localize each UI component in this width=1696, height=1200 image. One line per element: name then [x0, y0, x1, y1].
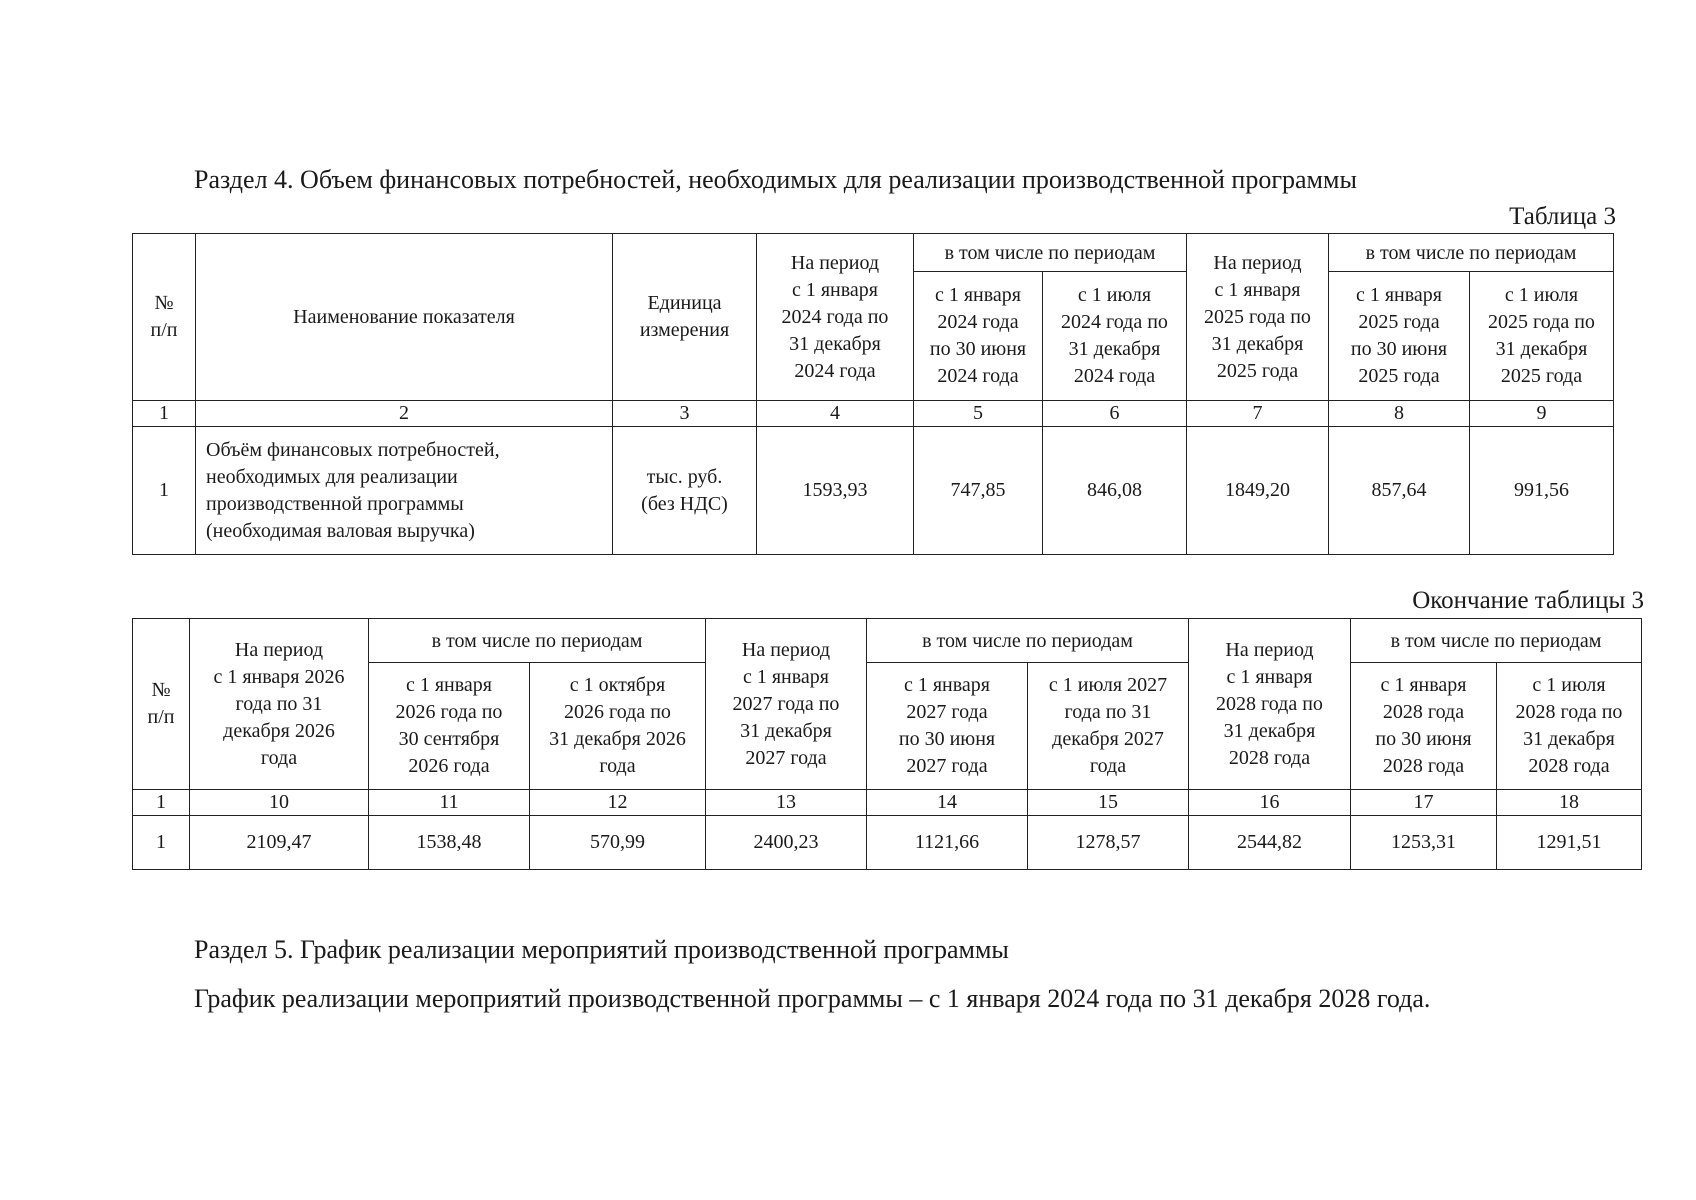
table-3 — [132, 233, 1614, 555]
section-5-text: График реализации мероприятий производственной программы – с 1 января 2024 года по 31 декабря 2028 года. — [194, 984, 1431, 1013]
header-group-2: в том числе по периодам — [867, 619, 1189, 663]
colnum: 7 — [1187, 401, 1329, 427]
header-col8: с 1 января 2025 года по 30 июня 2025 года — [1329, 272, 1470, 401]
row-num: 1 — [133, 427, 196, 555]
header-name: Наименование показателя — [196, 234, 613, 401]
header-num: № п/п — [133, 234, 196, 401]
colnum: 2 — [196, 401, 613, 427]
value-cell: 747,85 — [914, 427, 1043, 555]
colnum: 1 — [133, 790, 190, 816]
header-col11: с 1 января 2026 года по 30 сентября 2026 года — [369, 663, 530, 790]
table-caption: Таблица 3 — [1509, 203, 1616, 230]
colnum: 5 — [914, 401, 1043, 427]
value-cell: 2109,47 — [190, 816, 369, 870]
header-num: № п/п — [133, 619, 190, 790]
column-numbers-row — [133, 401, 1614, 427]
table-row — [133, 427, 1614, 555]
header-group-1: в том числе по периодам — [914, 234, 1187, 272]
colnum: 10 — [190, 790, 369, 816]
colnum: 17 — [1351, 790, 1497, 816]
colnum: 6 — [1043, 401, 1187, 427]
header-group-2: в том числе по периодам — [1329, 234, 1614, 272]
value-cell: 2400,23 — [706, 816, 867, 870]
header-col16: На период с 1 января 2028 года по 31 декабря 2028 года — [1189, 619, 1351, 790]
colnum: 11 — [369, 790, 530, 816]
row-name: Объём финансовых потребностей, необходимых для реализации производственной программы (необходимая валовая выручка) — [196, 427, 613, 555]
header-col7: На период с 1 января 2025 года по 31 декабря 2025 года — [1187, 234, 1329, 401]
column-numbers-row — [133, 790, 1642, 816]
header-unit: Единица измерения — [613, 234, 757, 401]
header-col15: с 1 июля 2027 года по 31 декабря 2027 года — [1028, 663, 1189, 790]
table-row — [133, 816, 1642, 870]
section-5-title: Раздел 5. График реализации мероприятий производственной программы — [194, 935, 1009, 964]
header-col9: с 1 июля 2025 года по 31 декабря 2025 года — [1470, 272, 1614, 401]
header-col18: с 1 июля 2028 года по 31 декабря 2028 года — [1497, 663, 1642, 790]
value-cell: 1849,20 — [1187, 427, 1329, 555]
value-cell: 1253,31 — [1351, 816, 1497, 870]
colnum: 4 — [757, 401, 914, 427]
colnum: 18 — [1497, 790, 1642, 816]
header-group-1: в том числе по периодам — [369, 619, 706, 663]
colnum: 3 — [613, 401, 757, 427]
colnum: 14 — [867, 790, 1028, 816]
value-cell: 1593,93 — [757, 427, 914, 555]
colnum: 9 — [1470, 401, 1614, 427]
row-num: 1 — [133, 816, 190, 870]
colnum: 1 — [133, 401, 196, 427]
value-cell: 570,99 — [530, 816, 706, 870]
value-cell: 1291,51 — [1497, 816, 1642, 870]
header-col4: На период с 1 января 2024 года по 31 декабря 2024 года — [757, 234, 914, 401]
value-cell: 1538,48 — [369, 816, 530, 870]
value-cell: 857,64 — [1329, 427, 1470, 555]
header-col14: с 1 января 2027 года по 30 июня 2027 года — [867, 663, 1028, 790]
header-col5: с 1 января 2024 года по 30 июня 2024 года — [914, 272, 1043, 401]
value-cell: 846,08 — [1043, 427, 1187, 555]
section-4-title: Раздел 4. Объем финансовых потребностей, необходимых для реализации производственной программы — [194, 165, 1357, 194]
colnum: 15 — [1028, 790, 1189, 816]
header-group-3: в том числе по периодам — [1351, 619, 1642, 663]
colnum: 16 — [1189, 790, 1351, 816]
header-col17: с 1 января 2028 года по 30 июня 2028 года — [1351, 663, 1497, 790]
row-unit: тыс. руб. (без НДС) — [613, 427, 757, 555]
header-col12: с 1 октября 2026 года по 31 декабря 2026 года — [530, 663, 706, 790]
value-cell: 1278,57 — [1028, 816, 1189, 870]
table-3-continuation — [132, 618, 1642, 870]
colnum: 13 — [706, 790, 867, 816]
colnum: 8 — [1329, 401, 1470, 427]
value-cell: 2544,82 — [1189, 816, 1351, 870]
header-col13: На период с 1 января 2027 года по 31 декабря 2027 года — [706, 619, 867, 790]
continuation-caption: Окончание таблицы 3 — [1412, 587, 1644, 614]
value-cell: 991,56 — [1470, 427, 1614, 555]
header-col10: На период с 1 января 2026 года по 31 декабря 2026 года — [190, 619, 369, 790]
colnum: 12 — [530, 790, 706, 816]
value-cell: 1121,66 — [867, 816, 1028, 870]
header-col6: с 1 июля 2024 года по 31 декабря 2024 года — [1043, 272, 1187, 401]
